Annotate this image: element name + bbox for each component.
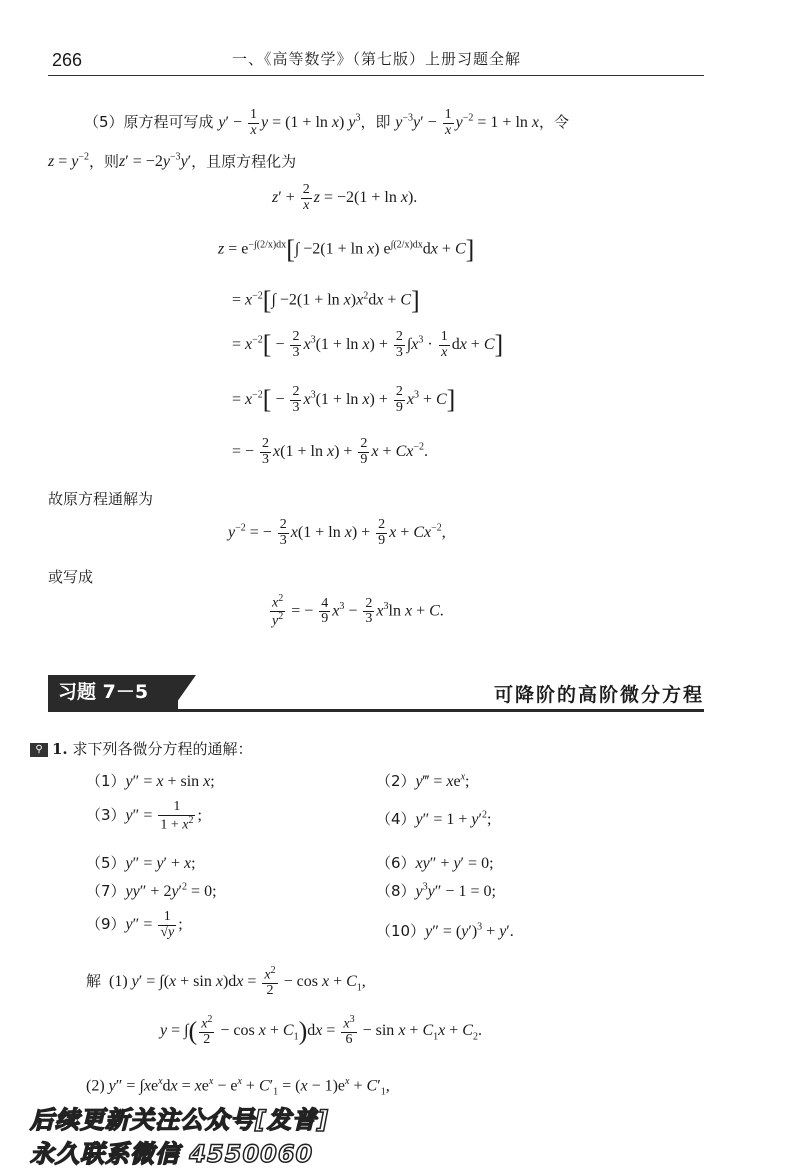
eq-step2: = $x^{-2}[\int -2(1 + \ln x)x^2dx + C]$ xyxy=(232,286,420,315)
solution-1a: 解 (1) y′ = ∫(x + sin x)dx = $\frac{x^2}{2}$ − $\cos x + C_1$, xyxy=(86,965,366,999)
eq-transformed: z′ + $\frac{2}{x}$ z = −2(1 + ln x). xyxy=(272,182,418,213)
eq-z-formula: $z = e^{-\int(2/x)dx}[\int -2(1 + \ln x) e^{\int(2/x)dx}dx + C]$ xyxy=(218,235,475,264)
item-5: （5）y″ = y′ + x; xyxy=(86,854,196,872)
running-title: 一、《高等数学》（第七版）上册习题全解 xyxy=(232,50,522,68)
solution-1b: y = ∫( $\frac{x^2}{2}$ − $\cos x + C_1)dx$ = $\frac{x^3}{6}$ − $\sin x + C_1x + C_2$. xyxy=(160,1014,482,1048)
item-10: $(10)y'' = (y')^3 + y'$. xyxy=(376,921,514,940)
section-number: 习题 7－5 xyxy=(48,675,178,709)
eq-step5: = − $\frac{2}{3}$ x(1 + ln x) + $\frac{2}{9}$ $x + Cx^{-2}$. xyxy=(232,436,428,467)
or-write-text: 或写成 xyxy=(48,568,94,586)
watermark-line2: 永久联系微信 4550060 xyxy=(30,1140,314,1168)
eq-step3: = $x^{-2}$[ − $\frac{2}{3}$ $x^3(1 + \ln x)$ + $\frac{2}{3}$ $\int x^3$ · $\frac{1}{x}$ dx + C] xyxy=(232,329,504,360)
eq-alt-form: $\frac{x^2}{y^2}$ = − $\frac{4}{9}$ $x^3$ − $\frac{2}{3}$ $x^3\ln$ x + C. xyxy=(272,593,444,629)
section-bar-decoration xyxy=(172,675,196,709)
eq-step4: = $x^{-2}$[ − $\frac{2}{3}$ $x^3(1 + \ln x)$ + $\frac{2}{9}$ $x^3 + C$] xyxy=(232,384,456,415)
item-8: $(8)y^3y'' - 1 = 0$; xyxy=(376,881,496,900)
search-icon: ⚲ xyxy=(30,743,48,757)
item-2: （2）y‴ = $xe^x$; xyxy=(376,771,470,790)
item-1: （1）y″ = x + sin x; xyxy=(86,772,215,790)
conclusion-text: 故原方程通解为 xyxy=(48,490,154,508)
item-4: $(4)y'' = 1 + y'^2$; xyxy=(376,809,492,828)
part5-line1: （5）原方程可写成 y′ − $\frac{1}{x}$ y = (1 + ln x) $y^3$，即 $y^{-3}y'$ − $\frac{1}{x}$ $y^{-2} = 1 + \ln x$，令 xyxy=(84,107,570,138)
section-title: 可降阶的高阶微分方程 xyxy=(493,684,704,706)
item-3: （3）y″ = $\frac{1}{1 + x^2}$ ; xyxy=(86,799,202,833)
item-9: （9）y″ = $\frac{1}{√y}$ ; xyxy=(86,909,183,940)
eq-general-solution: $y^{-2}$ = − $\frac{2}{3}$ x(1 + ln x) + $\frac{2}{9}$ $x + Cx^{-2}$, xyxy=(228,517,446,548)
header-rule xyxy=(48,75,704,76)
item-6: （6）xy″ + y′ = 0; xyxy=(376,854,494,872)
section-underline xyxy=(48,709,704,712)
problem1-heading: ⚲ 1. 求下列各微分方程的通解： xyxy=(30,740,252,758)
watermark-line1: 后续更新关注公众号[发普] xyxy=(30,1106,329,1134)
page-number: 266 xyxy=(52,50,83,70)
part5-line2: $z = y^{-2}$，则$z' = -2y^{-3}y'$，且原方程化为 xyxy=(48,152,297,171)
solution-2a: (2) $y'' = \int xe^xdx = xe^x - e^x + C'_1 = (x - 1)e^x + C'_1$, xyxy=(86,1076,390,1098)
item-7: $(7)yy'' + 2y'^2 = 0$; xyxy=(86,881,217,900)
